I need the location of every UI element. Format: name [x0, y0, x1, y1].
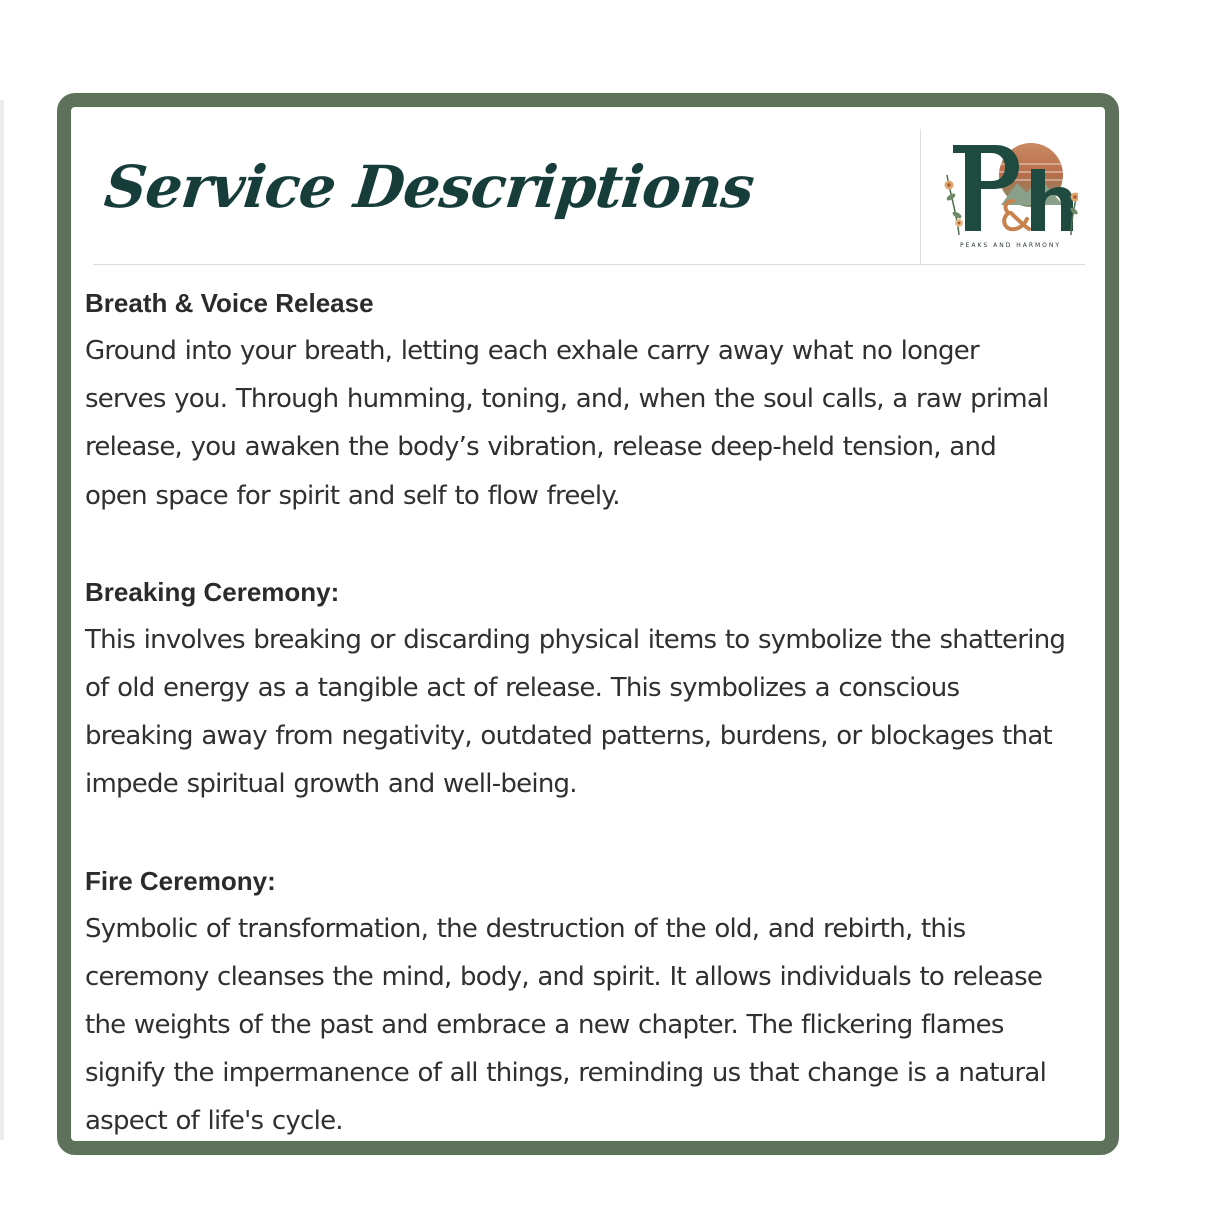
- service-breaking-ceremony: [85, 568, 1095, 809]
- description-line: signify the impermanence of all things, reminding us that change is a natural: [85, 1058, 1047, 1089]
- logo-caption: PEAKS AND HARMONY: [959, 242, 1062, 249]
- service-fire-ceremony: [85, 857, 1095, 1146]
- description-line: Symbolic of transformation, the destruction of the old, and rebirth, this: [85, 913, 966, 944]
- header-rule: [93, 264, 1085, 265]
- description-line: impede spiritual growth and well-being.: [85, 769, 577, 800]
- service-description: [85, 327, 1095, 520]
- service-heading: Fire Ceremony:: [85, 865, 276, 896]
- page-edge-shadow: [0, 100, 4, 1140]
- brand-logo: [943, 135, 1088, 253]
- description-line: open space for spirit and self to flow freely.: [85, 480, 620, 511]
- description-line: This involves breaking or discarding physical items to symbolize the shattering: [85, 624, 1066, 655]
- service-descriptions-card: [57, 93, 1119, 1155]
- descriptions-body: [85, 279, 1095, 1194]
- header-vertical-divider: [920, 129, 921, 264]
- description-line: breaking away from negativity, outdated patterns, burdens, or blockages that: [85, 721, 1052, 752]
- description-line: Ground into your breath, letting each exhale carry away what no longer: [85, 336, 979, 366]
- service-description: [85, 905, 1095, 1146]
- description-line: serves you. Through humming, toning, and, when the soul calls, a raw primal: [85, 384, 1049, 415]
- description-line: aspect of life's cycle.: [85, 1106, 343, 1137]
- description-line: release, you awaken the body’s vibration, release deep-held tension, and: [85, 432, 996, 463]
- service-heading: Breath & Voice Release: [85, 288, 374, 318]
- description-line: the weights of the past and embrace a new chapter. The flickering flames: [85, 1010, 1004, 1041]
- page-title: Service Descriptions: [101, 153, 757, 221]
- floral-left: [945, 175, 964, 235]
- description-line: ceremony cleanses the mind, body, and spirit. It allows individuals to release: [85, 961, 1043, 992]
- logo-graphic: [943, 135, 1078, 240]
- service-breath-voice-release: [85, 279, 1095, 520]
- description-line: of old energy as a tangible act of release. This symbolizes a conscious: [85, 673, 960, 704]
- service-heading: Breaking Ceremony:: [85, 576, 340, 607]
- service-description: [85, 616, 1095, 809]
